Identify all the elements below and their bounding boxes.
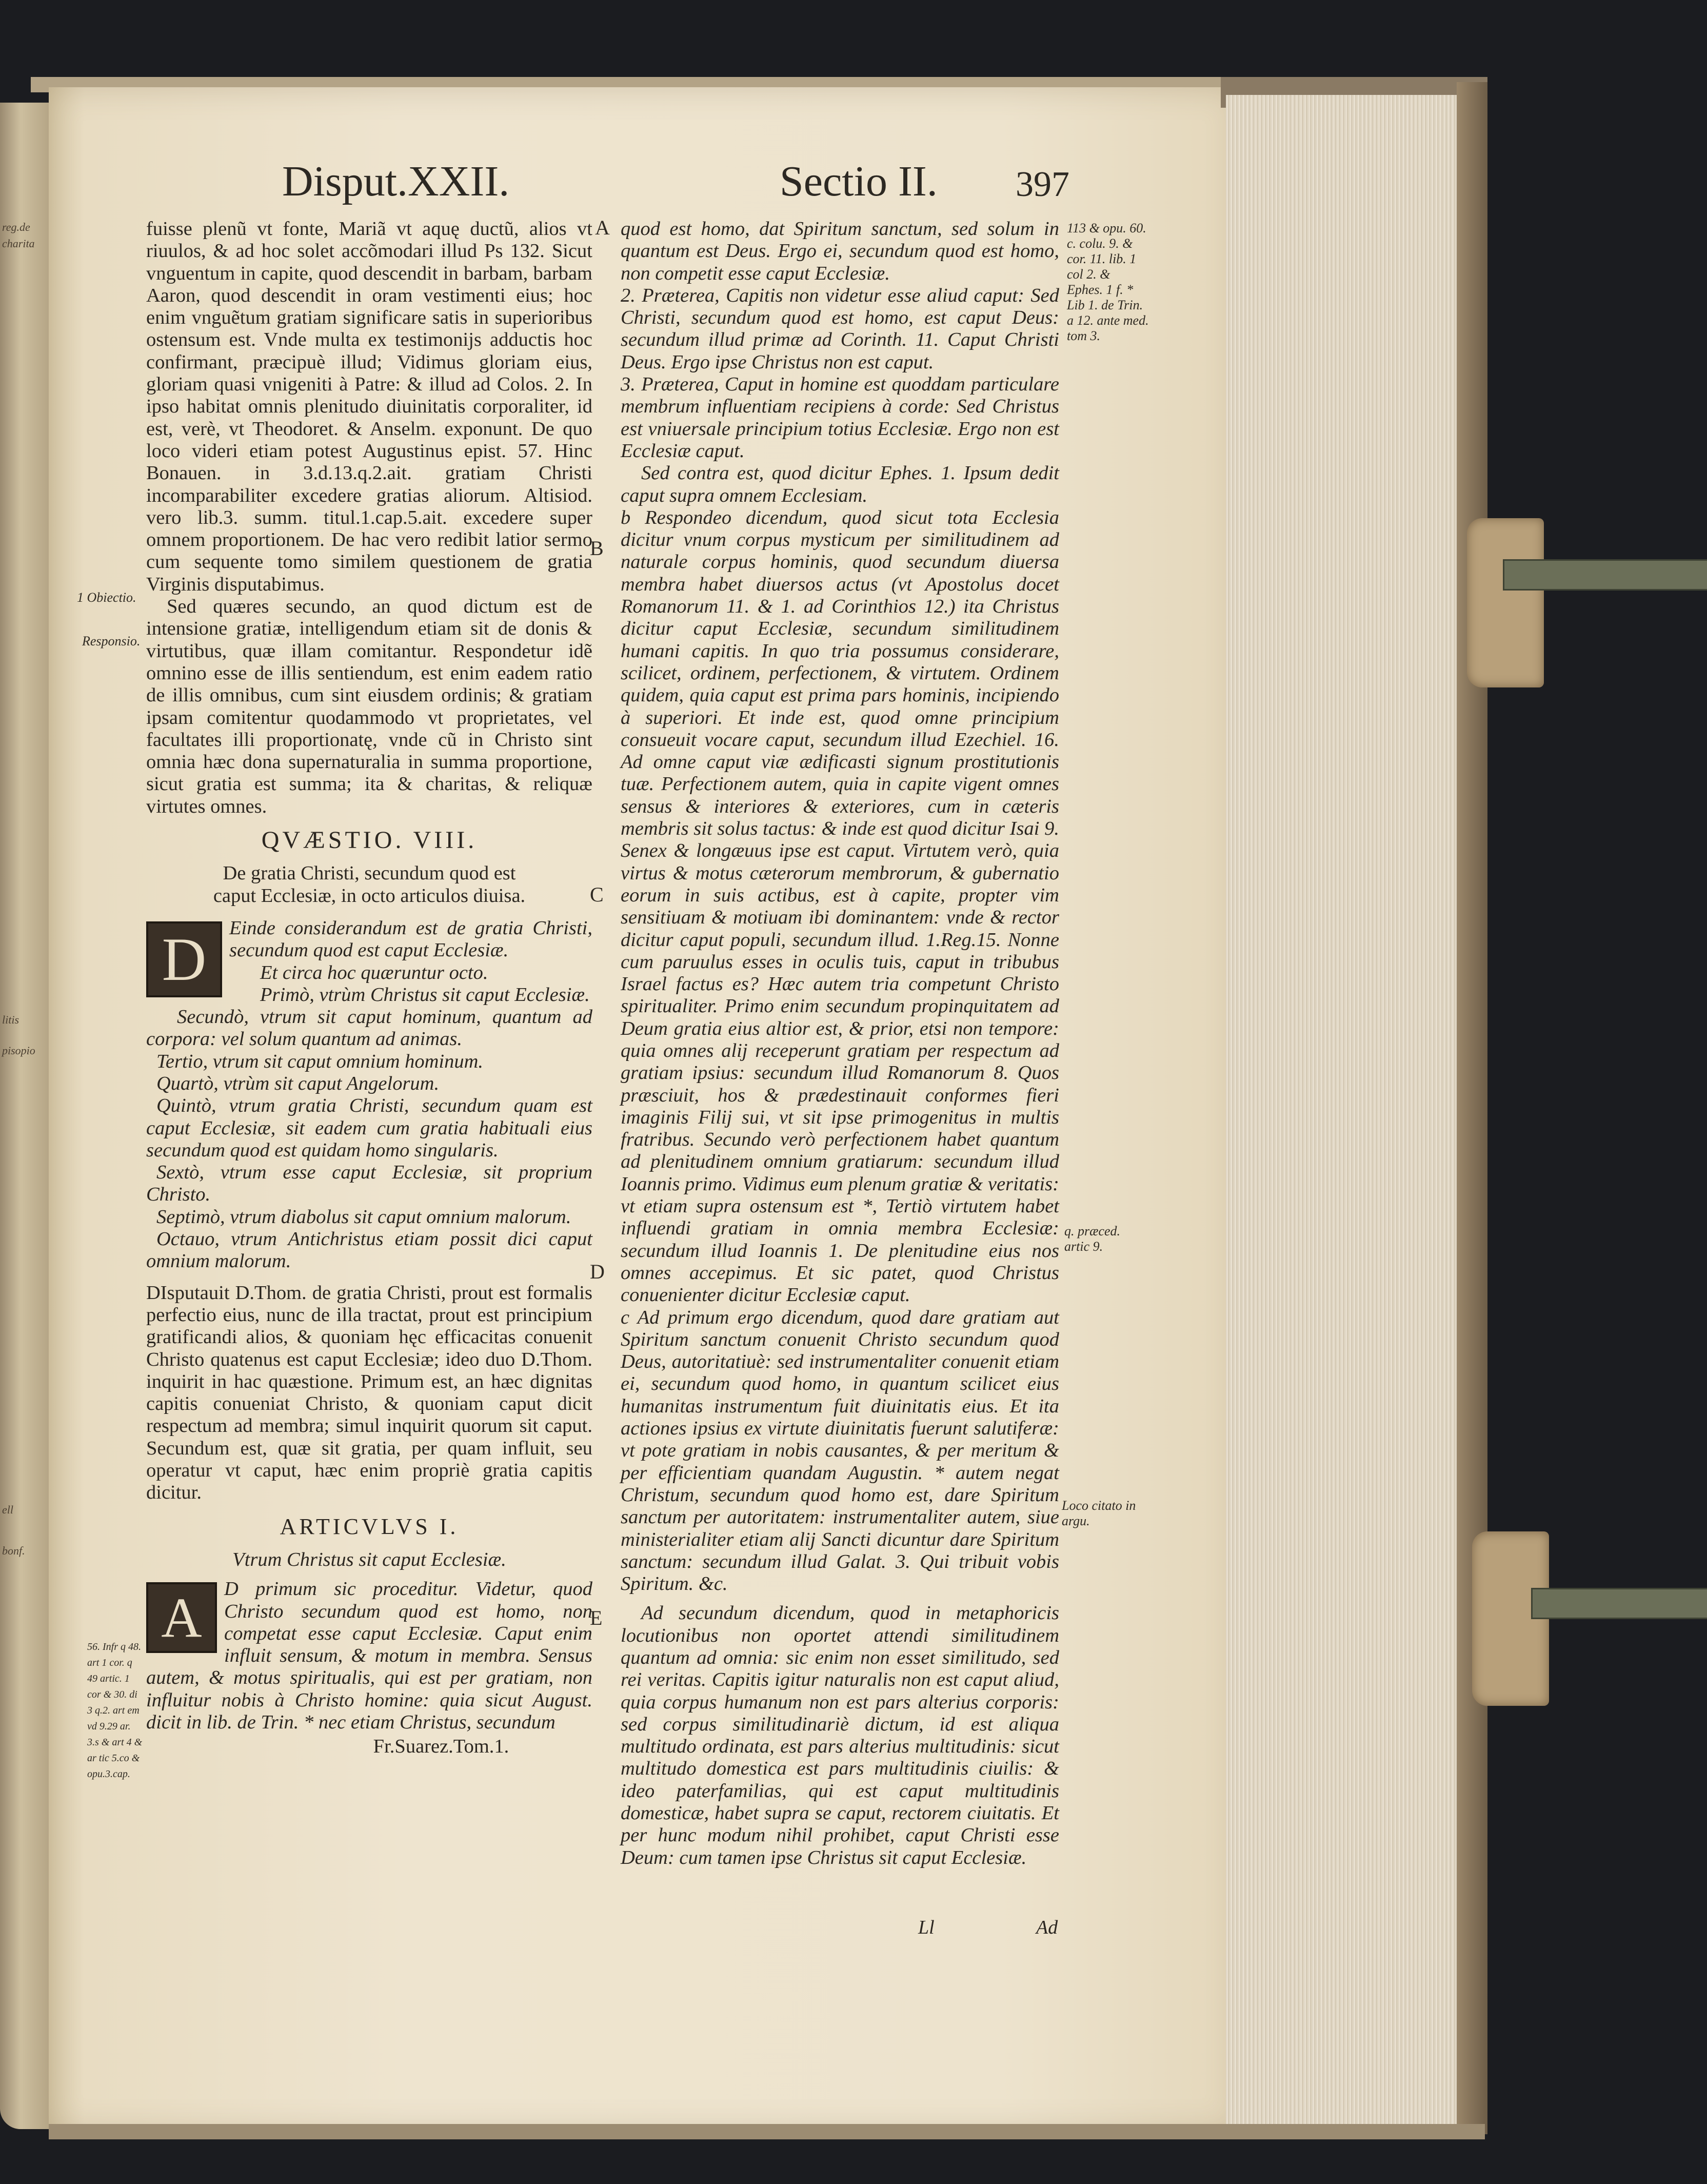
- objection-1-continued: quod est homo, dat Spiritum sanctum, sed solum in quantum est Deus. Ergo ei, secundum quod est homo, non competit esse caput Ecclesiæ.: [621, 218, 1059, 284]
- margin-note-references: 56. Infr q 48. art 1 cor. q 49 artic. 1 cor & 30. di 3 q.2. art em vd 9.29 ar. 3.s & art 4 & ar tic 5.co & opu.3.cap.: [87, 1641, 143, 1780]
- page-bottom-edge: [49, 2124, 1485, 2139]
- fore-edge: [1226, 95, 1462, 2124]
- section-marker-b: B: [590, 537, 604, 560]
- section-marker-d: D: [590, 1260, 605, 1283]
- quaestio-item: Tertio, vtrum sit caput omnium hominum.: [156, 1050, 484, 1072]
- margin-note-responsio: Responsio.: [82, 634, 141, 648]
- clasp-strap-upper: [1503, 559, 1707, 591]
- page-number: 397: [1016, 165, 1069, 204]
- quaestio-item: Et circa hoc quæruntur octo.: [260, 961, 488, 983]
- disputation-paragraph: DIsputauit D.Thom. de gratia Christi, prout est formalis perfectio eius, nunc de illa tractat, prout est principium gratificandi alios, & quoniam hęc efficacitas conuenit Christo quatenus est caput Ecclesiæ; ideo duo D.Thom. inquirit in hac quæstione. Primum est, an hæc dignitas capitis conueniat Christo, & quoniam caput dicit respectum ad membra; simul inquirit quorum sit caput. Secundum est, quæ sit gratia, per quam influit, seu operatur vt caput, hæc enim propriè gratia capitis dicitur.: [146, 1282, 592, 1504]
- signature-mark: Ll: [918, 1917, 935, 1938]
- dropcap-a: A: [146, 1582, 217, 1653]
- quaestio-intro: Einde considerandum est de gratia Christi, secundum quod est caput Ecclesiæ.: [229, 917, 592, 961]
- footer-signature: Fr.Suarez.Tom.1.: [373, 1736, 509, 1758]
- margin-note-references-right: 113 & opu. 60. c. colu. 9. & cor. 11. lib. 1 col 2. & Ephes. 1 f. * Lib 1. de Trin. a 12. ante med. tom 3.: [1067, 221, 1149, 343]
- sed-contra: Sed contra est, quod dicitur Ephes. 1. Ipsum dedit caput supra omnem Ecclesiam.: [621, 462, 1059, 506]
- left-fragment: reg.de: [2, 221, 30, 233]
- articulus-heading: ARTICVLVS I.: [280, 1513, 459, 1539]
- quaestio-item: Secundò, vtrum sit caput hominum, quantum ad corpora: vel solum quantum ad animas.: [146, 1006, 592, 1050]
- binding-edge: [1457, 82, 1487, 2134]
- quaestio-item: Septimò, vtrum diabolus sit caput omnium malorum.: [156, 1206, 571, 1228]
- objection-2: 2. Præterea, Capitis non videtur esse aliud caput: Sed Christi, secundum quod est homo, est caput Deus: secundum illud primæ ad Corinth. 11. Caput Christi Deus. Ergo ipse Christus non est caput.: [621, 284, 1059, 373]
- respondeo: b Respondeo dicendum, quod sicut tota Ecclesia dicitur vnum corpus mysticum per similitudinem ad naturale corpus hominis, quod secundum diuersa membra habet diuersos actus (vt Apostolus docet Romanorum 11. & 1. ad Corinthios 12.) ita Christus dicitur caput Ecclesiæ, secundum similitudinem humani capitis. In quo tria possumus considerare, scilicet, ordinem, perfectionem, & virtutem. Ordinem quidem, quia caput est prima pars hominis, incipiendo à superiori. Et inde est, quod omne principium consueuit vocare caput, secundum illud Ezechiel. 16. Ad omne caput viæ ædificasti signum prostitutionis tuæ. Perfectionem autem, quia in capite vigent omnes sensus & interiores & exteriores, cum in cæteris membris sit solus tactus: & inde est quod dicitur Isai 9. Senex & longæuus ipse est caput. Virtutem verò, quia virtus & motus cæterorum membrorum, & gubernatio eorum in suis actibus, est à capite, propter vim sensitiuam & motiuam ibi dominantem: vnde & rector dicitur caput populi, secundum illud. 1.Reg.15. Nonne cum paruulus esses in oculis tuis, caput in tribubus Israel factus es? Hæc autem tria competunt Christo spiritualiter. Primo enim secundum propinquitatem ad Deum gratia eius altior est, & prior, etsi non tempore: quia omnes alij receperunt gratiam per respectum ad gratiam ipsius: secundum illud Romanorum 8. Quos præsciuit, hos & prædestinauit conformes fieri imaginis Filij sui, vt sit ipse primogenitus in multis fratribus. Secundo verò perfectionem habet quantum ad plenitudinem omnium gratiarum: secundum illud Ioannis primo. Vidimus eum plenum gratiæ & veritatis: vt etiam supra ostensum est *, Tertiò virtutem habet influendi gratiam in omnia membra Ecclesiæ: secundum illud Ioannis 1. De plenitudine eius nos omnes accepimus. Et sic patet, quod Christus conuenienter dicitur Ecclesiæ caput.: [621, 506, 1059, 1306]
- left-fragment: litis: [2, 1013, 19, 1026]
- dropcap-d: D: [146, 921, 222, 997]
- quaestio-item: Sextò, vtrum esse caput Ecclesiæ, sit proprium Christo.: [146, 1162, 592, 1206]
- catchword: Ad: [1036, 1917, 1058, 1938]
- articulus-title: Vtrum Christus sit caput Ecclesiæ.: [232, 1548, 506, 1570]
- running-header-left: Disput.XXII.: [282, 158, 510, 205]
- margin-note-obiectio: 1 Obiectio.: [77, 590, 136, 605]
- left-fragment: ell: [2, 1503, 13, 1516]
- quaestio-item: Primò, vtrùm Christus sit caput Ecclesiæ.: [260, 983, 590, 1006]
- clasp-upper: [1467, 518, 1544, 687]
- quaestio-item: Octauo, vtrum Antichristus etiam possit dici caput omnium malorum.: [146, 1228, 592, 1272]
- ad-secundum: Ad secundum dicendum, quod in metaphoricis locutionibus non oportet attendi similitudinem quantum ad omnia: sic enim non esset similitudo, sed rei veritas. Capitis igitur naturalis non est caput aliud, quia corpus humanum non est pars alterius corporis: sed corpus similitudinariè dictum, id est aliqua multitudo ordinata, est pars alterius multitudinis: sicut multitudo domestica est pars multitudinis ciuilis: & ideo paterfamilias, qui est caput multitudinis domesticæ, habet supra se caput, rectorem ciuitatis. Et per hunc modum nihil prohibet, caput Christi esse Deum: cum tamen ipse Christus sit caput Ecclesiæ.: [621, 1602, 1059, 1868]
- ad-primum: c Ad primum ergo dicendum, quod dare gratiam aut Spiritum sanctum conuenit Christo secundum quod Deus, autoritatiuè: sed instrumentaliter conuenit etiam ei, secundum quod homo, in quantum scilicet eius humanitas instrumentum fuit diuinitatis eius. Et ita actiones ipsius ex virtute diuinitatis fuerunt salutiferæ: vt pote gratiam in nobis causantes, & per meritum & per efficientiam quandam Augustin. * autem negat Christum, secundum quod homo est, dare Spiritum sanctum per autoritatem: instrumentaliter autem, siue ministerialiter etiam alij Sancti dicuntur dare Spiritum sanctum: secundum illud Galat. 3. Qui tribuit vobis Spiritum. &c.: [621, 1306, 1059, 1595]
- quaestio-item: Quartò, vtrùm sit caput Angelorum.: [156, 1072, 440, 1094]
- margin-note-loco-citato: Loco citato in argu.: [1062, 1498, 1136, 1528]
- margin-note-praeced: q. præced. artic 9.: [1064, 1224, 1121, 1254]
- quaestio-heading: QVÆSTIO. VIII.: [261, 827, 478, 854]
- articulus-text: D primum sic proceditur. Videtur, quod Christo secundum quod est homo, non competat esse caput Ecclesiæ. Caput enim influit sensum, & motum in membra. Sensus autem, & motus spiritualis, qui est per gratiam, non influitur nobis à Christo homine: quia sicut August. dicit in lib. de Trin. * nec etiam Christus, secundum: [146, 1578, 592, 1733]
- left-fragment: charita: [2, 237, 35, 250]
- right-column: [621, 218, 1059, 1869]
- left-facing-page: [0, 103, 51, 2129]
- section-marker-e: E: [590, 1606, 603, 1629]
- quaestio-secundo-paragraph: Sed quæres secundo, an quod dictum est de intensione gratiæ, intelligendum etiam sit de donis & virtutibus, quæ illam comitantur. Respondetur idẽ omnino esse de illis sentiendum, est enim eadem ratio de illis omnibus, cum sint eiusdem ordinis; & gratiam ipsam comitentur quodammodo vt proprietates, vel facultates illi proportionatę, vnde cũ in Christo sint omnia hæc dona supernaturalia in summa proportione, sicut gratia est summa; ita & charitas, & reliquæ virtutes omnes.: [146, 596, 592, 817]
- quaestio-title: De gratia Christi, secundum quod est caput Ecclesiæ, in octo articulos diuisa.: [213, 862, 526, 907]
- left-column: [146, 218, 592, 1758]
- clasp-strap-lower: [1531, 1588, 1707, 1619]
- running-header-right: Sectio II.: [780, 158, 938, 205]
- section-marker-a: A: [595, 216, 610, 239]
- intro-paragraph: fuisse plenũ vt fonte, Mariã vt aquę ductũ, alios vt riuulos, & ad hoc solet accõmodari illud Ps 132. Sicut vnguentum in capite, quod descendit in barbam, barbam Aaron, quod descendit in oram vestimenti eius; hoc enim vnguẽtum gratiam significare satis in superioribus ostensum est. Vnde multa ex testimonijs adductis hoc confirmant, præcipuè illud; Vidimus gloriam eius, gloriam quasi vnigeniti à Patre: & illud ad Colos. 2. In ipso habitat omnis plenitudo diuinitatis corporaliter, id est, verè, vt Theodoret. & Anselm. exponunt. De quo loco videri etiam potest Augustinus epist. 57. Hinc Bonauen. in 3.d.13.q.2.ait. gratiam Christi incomparabiliter excedere gratias aliorum. Altisiod. vero lib.3. summ. titul.1.cap.5.ait. excedere super omnem proportionem. De hac vero redibit latior sermo cum sequente tomo similem questionem de gratia Virginis disputabimus.: [146, 218, 592, 595]
- quaestio-item: Quintò, vtrum gratia Christi, secundum quam est caput Ecclesiæ, sit eadem cum gratia habituali eius secundum quod est quidam homo singularis.: [146, 1095, 592, 1161]
- left-fragment: bonf.: [2, 1544, 25, 1557]
- objection-3: 3. Præterea, Caput in homine est quoddam particulare membrum influentiam recipiens à corde: Sed Christus est vniuersale principium totius Ecclesiæ. Ergo non est Ecclesiæ caput.: [621, 373, 1059, 462]
- left-fragment: pisopio: [2, 1044, 35, 1057]
- section-marker-c: C: [590, 883, 604, 906]
